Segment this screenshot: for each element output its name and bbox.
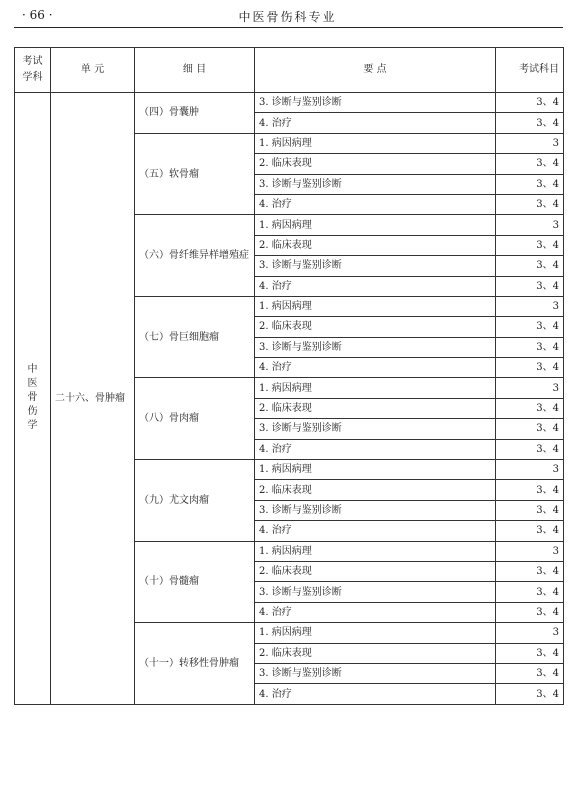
- point-cell: 4. 治疗: [255, 113, 496, 133]
- level-cell: 3、4: [496, 93, 564, 113]
- level-cell: 3、4: [496, 643, 564, 663]
- level-cell: 3、4: [496, 358, 564, 378]
- point-cell: 2. 临床表现: [255, 398, 496, 418]
- page-header-title: 中医骨伤科专业: [238, 10, 337, 24]
- level-cell: 3: [496, 215, 564, 235]
- point-cell: 2. 临床表现: [255, 235, 496, 255]
- level-cell: 3、4: [496, 582, 564, 602]
- point-cell: 4. 治疗: [255, 439, 496, 459]
- point-cell: 1. 病因病理: [255, 378, 496, 398]
- point-cell: 2. 临床表现: [255, 317, 496, 337]
- level-cell: 3、4: [496, 663, 564, 683]
- level-cell: 3、4: [496, 419, 564, 439]
- point-cell: 4. 治疗: [255, 684, 496, 704]
- point-cell: 3. 诊断与鉴别诊断: [255, 256, 496, 276]
- point-cell: 3. 诊断与鉴别诊断: [255, 93, 496, 113]
- level-cell: 3、4: [496, 561, 564, 581]
- point-cell: 1. 病因病理: [255, 215, 496, 235]
- point-cell: 4. 治疗: [255, 276, 496, 296]
- column-header-unit: 单 元: [51, 48, 135, 93]
- detail-cell: （十一）转移性骨肿瘤: [135, 623, 255, 705]
- table-body: [15, 93, 564, 705]
- level-cell: 3、4: [496, 174, 564, 194]
- level-cell: 3、4: [496, 439, 564, 459]
- table-row: [15, 93, 564, 113]
- level-cell: 3、4: [496, 500, 564, 520]
- point-cell: 4. 治疗: [255, 521, 496, 541]
- detail-cell: （六）骨纤维异样增殖症: [135, 215, 255, 297]
- point-cell: 3. 诊断与鉴别诊断: [255, 582, 496, 602]
- point-cell: 4. 治疗: [255, 358, 496, 378]
- header-divider: [14, 27, 563, 28]
- level-cell: 3、4: [496, 235, 564, 255]
- detail-cell: （九）尤文肉瘤: [135, 460, 255, 542]
- column-header-points: 要 点: [255, 48, 496, 93]
- level-cell: 3、4: [496, 276, 564, 296]
- detail-cell: （八）骨肉瘤: [135, 378, 255, 460]
- point-cell: 4. 治疗: [255, 194, 496, 214]
- level-cell: 3、4: [496, 602, 564, 622]
- subject-cell: [15, 93, 51, 705]
- point-cell: 2. 临床表现: [255, 480, 496, 500]
- point-cell: 3. 诊断与鉴别诊断: [255, 419, 496, 439]
- level-cell: 3、4: [496, 317, 564, 337]
- table-header-row: [15, 48, 564, 93]
- point-cell: 3. 诊断与鉴别诊断: [255, 337, 496, 357]
- unit-cell: 二十六、骨肿瘤: [51, 93, 135, 705]
- column-header-level: 考试科目: [496, 48, 564, 93]
- level-cell: 3: [496, 623, 564, 643]
- level-cell: 3、4: [496, 337, 564, 357]
- point-cell: 3. 诊断与鉴别诊断: [255, 663, 496, 683]
- column-header-detail: 细 目: [135, 48, 255, 93]
- level-cell: 3、4: [496, 256, 564, 276]
- level-cell: 3、4: [496, 194, 564, 214]
- point-cell: 4. 治疗: [255, 602, 496, 622]
- level-cell: 3、4: [496, 480, 564, 500]
- syllabus-table: [14, 47, 564, 705]
- level-cell: 3: [496, 541, 564, 561]
- point-cell: 3. 诊断与鉴别诊断: [255, 174, 496, 194]
- point-cell: 2. 临床表现: [255, 154, 496, 174]
- level-cell: 3: [496, 296, 564, 316]
- level-cell: 3、4: [496, 684, 564, 704]
- subject-text: 中医骨伤学: [27, 364, 38, 432]
- level-cell: 3、4: [496, 113, 564, 133]
- point-cell: 1. 病因病理: [255, 541, 496, 561]
- level-cell: 3: [496, 378, 564, 398]
- level-cell: 3: [496, 133, 564, 153]
- point-cell: 3. 诊断与鉴别诊断: [255, 500, 496, 520]
- point-cell: 1. 病因病理: [255, 133, 496, 153]
- point-cell: 1. 病因病理: [255, 296, 496, 316]
- level-cell: 3、4: [496, 154, 564, 174]
- point-cell: 2. 临床表现: [255, 561, 496, 581]
- detail-cell: （七）骨巨细胞瘤: [135, 296, 255, 378]
- detail-cell: （四）骨囊肿: [135, 93, 255, 134]
- point-cell: 1. 病因病理: [255, 623, 496, 643]
- column-header-subject: 考试学科: [15, 48, 51, 93]
- level-cell: 3、4: [496, 398, 564, 418]
- level-cell: 3: [496, 460, 564, 480]
- detail-cell: （五）软骨瘤: [135, 133, 255, 215]
- page-number: · 66 ·: [22, 8, 53, 22]
- point-cell: 2. 临床表现: [255, 643, 496, 663]
- detail-cell: （十）骨髓瘤: [135, 541, 255, 623]
- level-cell: 3、4: [496, 521, 564, 541]
- point-cell: 1. 病因病理: [255, 460, 496, 480]
